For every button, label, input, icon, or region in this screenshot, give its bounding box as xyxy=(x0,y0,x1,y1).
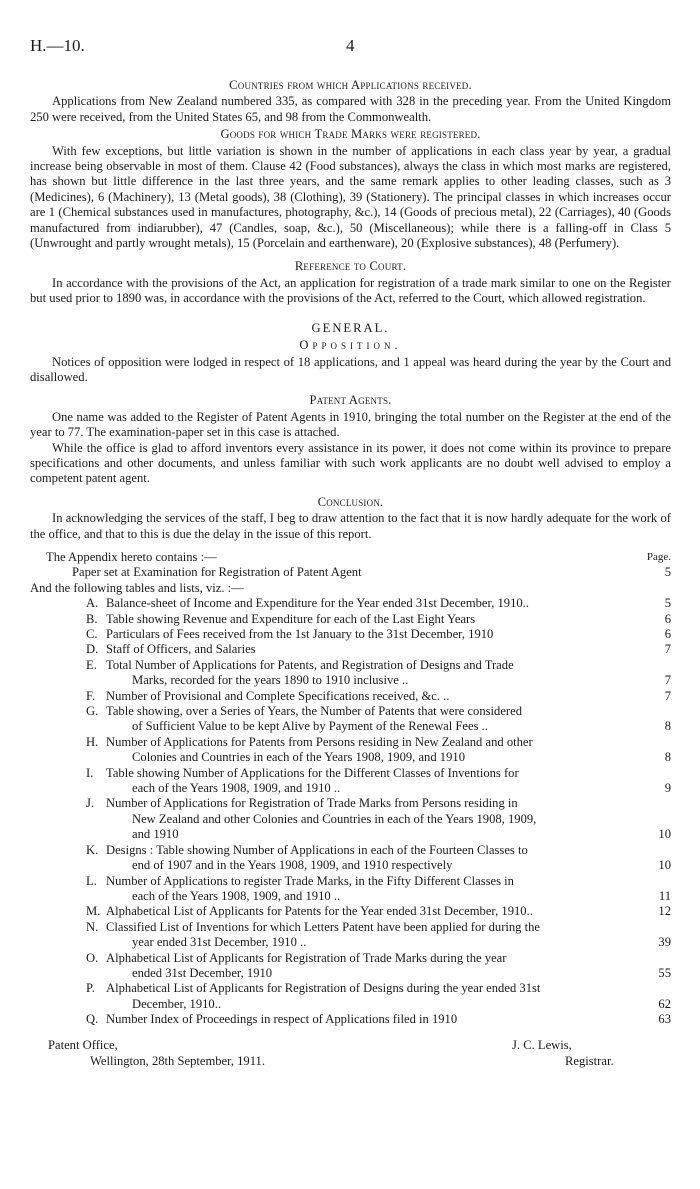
appendix-item xyxy=(86,596,671,611)
appendix-item xyxy=(86,704,671,735)
appendix-item-letter: H. xyxy=(86,734,99,749)
paragraph-countries: Applications from New Zealand numbered 335, as compared with 328 in the preceding year. From the United Kingdom 250 were received, from the United States 65, and 98 from the Commonwealth. xyxy=(30,94,671,124)
signature-office: Patent Office, xyxy=(48,1037,118,1052)
appendix-item-page: 7 xyxy=(664,673,671,688)
appendix-item-text: Designs : Table showing Number of Applications in each of the Fourteen Classes to xyxy=(106,842,528,857)
section-heading-goods: Goods for which Trade Marks were registered. xyxy=(220,127,481,142)
appendix-intro xyxy=(46,550,671,565)
appendix-item xyxy=(86,612,671,627)
paragraph-patent-agents-1: One name was added to the Register of Patent Agents in 1910, bringing the total number on the Register at the end of the year to 77. The examination-paper set in this case is attached. xyxy=(30,409,671,440)
section-heading-court: Reference to Court. xyxy=(294,259,407,274)
appendix-item-text: and 1910 xyxy=(132,827,179,842)
page-header xyxy=(30,38,670,62)
appendix-item-text: Marks, recorded for the years 1890 to 1910 inclusive .. xyxy=(132,673,409,688)
appendix-paper-row xyxy=(72,565,671,580)
appendix-item-page: 8 xyxy=(664,750,671,765)
appendix-item xyxy=(86,1012,671,1027)
appendix-item-letter: Q. xyxy=(86,1012,99,1027)
appendix-item xyxy=(86,766,671,797)
appendix-item-text: Table showing, over a Series of Years, the Number of Patents that were considered xyxy=(106,704,522,719)
appendix-item-page: 10 xyxy=(658,827,671,842)
appendix-item-text: Table showing Revenue and Expenditure for each of the Last Eight Years xyxy=(106,611,476,626)
appendix-item xyxy=(86,843,671,874)
appendix-item-text: Total Number of Applications for Patents, and Registration of Designs and Trade xyxy=(106,657,514,672)
appendix-item xyxy=(86,904,671,919)
appendix-item-page: 5 xyxy=(664,596,671,611)
paragraph-goods: With few exceptions, but little variation is shown in the number of applications in each class year by year, a gradual increase being observable in most of them. Clause 42 (Food substances), always the class in which most marks are registered, has shown but little difference in the last three years, and the same remark applies to other leading classes, such as 3 (Medicines), 6 (Machinery), 13 (Metal goods), 38 (Clothing), 39 (Stationery). The principal classes in which increases occur are 1 (Chemical substances used in manufactures, photography, &c.), 14 (Goods of precious metal), 22 (Carriages), 40 (Goods manufactured from indiarubber), 47 (Candles, soap, &c.), 50 (Miscellaneous); while there is a falling-off in Class 5 (Unwrought and partly wrought metals), 15 (Porcelain and earthenware), 20 (Explosive substances), 48 (Perfumery). xyxy=(30,143,671,251)
appendix-item-row xyxy=(106,966,671,981)
subheading-conclusion: Conclusion. xyxy=(317,494,384,509)
paragraph-conclusion: In acknowledging the services of the staff, I beg to draw attention to the fact that it is now hardly adequate for the work of the office, and that to this is due the delay in the issue of this report. xyxy=(30,511,671,541)
signature-block xyxy=(30,1038,671,1072)
appendix-item-page: 55 xyxy=(658,965,671,980)
paragraph-patent-agents-2: While the office is glad to afford inventors every assistance in its power, it does not come within its province to prepare specifications and other documents, and unless familiar with such work applicants are no doubt well advised to employ a competent patent agent. xyxy=(30,440,671,486)
appendix-item-text: Staff of Officers, and Salaries xyxy=(106,642,256,657)
signature-place-date: Wellington, 28th September, 1911. xyxy=(90,1053,266,1068)
appendix-item-letter: O. xyxy=(86,950,99,965)
appendix-item-text: each of the Years 1908, 1909, and 1910 .. xyxy=(132,781,341,796)
appendix-item-letter: B. xyxy=(86,611,98,626)
appendix-item-row xyxy=(106,627,671,642)
appendix-item-row xyxy=(106,596,671,611)
signature-role: Registrar. xyxy=(565,1053,614,1068)
appendix-paper-page: 5 xyxy=(664,565,671,580)
appendix-item-page: 39 xyxy=(658,935,671,950)
appendix-paper-text: Paper set at Examination for Registration of Patent Agent xyxy=(72,565,362,580)
section-heading-countries: Countries from which Applications received. xyxy=(229,78,472,92)
appendix-item-page: 63 xyxy=(658,1012,671,1027)
appendix-table-list xyxy=(30,596,671,1027)
appendix-item-text: Number of Applications for Registration of Trade Marks from Persons residing in xyxy=(106,796,518,811)
appendix-item-letter: C. xyxy=(86,627,98,641)
appendix-item-text: Alphabetical List of Applicants for Patents for the Year ended 31st December, 1910.. xyxy=(106,904,533,919)
appendix-item-page: 11 xyxy=(658,888,671,903)
report-reference: H.—10. xyxy=(30,36,85,55)
appendix-item-page: 12 xyxy=(658,904,671,919)
appendix-item-row xyxy=(106,642,671,657)
appendix-item-row xyxy=(106,612,671,627)
appendix-item xyxy=(86,951,671,982)
appendix-item xyxy=(86,874,671,905)
appendix-item-page: 10 xyxy=(658,858,671,873)
appendix-item-row xyxy=(106,935,671,950)
appendix-item-text: Alphabetical List of Applicants for Registration of Designs during the year ended 31st xyxy=(106,981,541,996)
appendix-item-letter: N. xyxy=(86,919,99,934)
appendix-item-text: December, 1910.. xyxy=(132,996,222,1011)
appendix-item xyxy=(86,658,671,689)
appendix-item-letter: K. xyxy=(86,842,99,857)
appendix-item-row xyxy=(106,1012,671,1027)
appendix-item-row xyxy=(106,781,671,796)
page-number: 4 xyxy=(346,36,355,55)
appendix-item-letter: F. xyxy=(86,688,96,703)
appendix-item-row xyxy=(106,673,671,688)
appendix-item-row xyxy=(106,858,671,873)
appendix-item xyxy=(86,627,671,642)
page-column-label: Page. xyxy=(646,550,671,563)
appendix-item-letter: J. xyxy=(86,796,95,811)
document-body xyxy=(30,76,671,1072)
appendix-item-row xyxy=(106,719,671,734)
subheading-patent-agents: Patent Agents. xyxy=(309,393,392,408)
appendix-item-text: of Sufficient Value to be kept Alive by Payment of the Renewal Fees .. xyxy=(132,719,488,734)
appendix-item-text: year ended 31st December, 1910 .. xyxy=(132,935,307,950)
appendix-item-row xyxy=(106,904,671,919)
appendix-item-row xyxy=(106,750,671,765)
appendix-item-page: 62 xyxy=(658,996,671,1011)
appendix-item-row xyxy=(106,997,671,1012)
appendix-item-text: New Zealand and other Colonies and Countries in each of the Years 1908, 1909, xyxy=(132,811,537,826)
appendix-item-letter: P. xyxy=(86,981,95,996)
appendix-item-page: 6 xyxy=(664,611,671,626)
appendix-item-page: 9 xyxy=(664,781,671,796)
subheading-opposition: Opposition. xyxy=(299,338,402,353)
appendix-item xyxy=(86,689,671,704)
appendix-item-text: end of 1907 and in the Years 1908, 1909, and 1910 respectively xyxy=(132,858,453,873)
appendix-item-text: Table showing Number of Applications for the Different Classes of Inventions for xyxy=(106,765,519,780)
appendix-item-text: Number of Provisional and Complete Specifications received, &c. .. xyxy=(106,688,450,703)
appendix-item-letter: I. xyxy=(86,765,94,780)
appendix-item-text: Particulars of Fees received from the 1st January to the 31st December, 1910 xyxy=(106,627,494,641)
appendix-item xyxy=(86,796,671,842)
appendix-intro-text: The Appendix hereto contains :— xyxy=(46,549,217,564)
appendix-item xyxy=(86,920,671,951)
appendix-item-letter: A. xyxy=(86,596,99,611)
signature-name: J. C. Lewis, xyxy=(512,1037,572,1052)
appendix-item-text: each of the Years 1908, 1909, and 1910 .. xyxy=(132,888,341,903)
appendix-item-text: Number of Applications to register Trade Marks, in the Fifty Different Classes in xyxy=(106,873,514,888)
appendix-tables-intro: And the following tables and lists, viz. :— xyxy=(30,580,244,595)
appendix-item-text: Alphabetical List of Applicants for Registration of Trade Marks during the year xyxy=(106,950,507,965)
appendix-item-page: 6 xyxy=(664,627,671,641)
appendix-item-row xyxy=(106,827,671,842)
appendix-item-text: Classified List of Inventions for which Letters Patent have been applied for during the xyxy=(106,919,541,934)
appendix-item-row xyxy=(106,689,671,704)
paragraph-opposition: Notices of opposition were lodged in respect of 18 applications, and 1 appeal was heard during the year by the Court and disallowed. xyxy=(30,354,671,384)
paragraph-court: In accordance with the provisions of the Act, an application for registration of a trade mark similar to one on the Register but used prior to 1890 was, in accordance with the provisions of the Act, referred to the Court, which allowed registration. xyxy=(30,275,671,306)
appendix-item-letter: D. xyxy=(86,642,99,657)
appendix-item-page: 7 xyxy=(664,642,671,657)
appendix-item-text: Number Index of Proceedings in respect of Applications filed in 1910 xyxy=(106,1012,458,1027)
appendix-item xyxy=(86,642,671,657)
appendix-item-letter: L. xyxy=(86,873,97,888)
appendix-item-text: Balance-sheet of Income and Expenditure for the Year ended 31st December, 1910.. xyxy=(106,596,529,611)
appendix-item-page: 7 xyxy=(664,688,671,703)
appendix-item-letter: E. xyxy=(86,657,97,672)
appendix-item-letter: G. xyxy=(86,704,99,719)
appendix-item-text: ended 31st December, 1910 xyxy=(132,965,273,980)
appendix-item-letter: M. xyxy=(86,904,101,919)
appendix-item xyxy=(86,981,671,1012)
appendix-item-page: 8 xyxy=(664,719,671,734)
appendix-item-row xyxy=(106,889,671,904)
appendix-item-text: Number of Applications for Patents from Persons residing in New Zealand and other xyxy=(106,734,533,749)
section-heading-general: GENERAL. xyxy=(311,320,390,335)
appendix-item xyxy=(86,735,671,766)
appendix-item-text: Colonies and Countries in each of the Years 1908, 1909, and 1910 xyxy=(132,750,465,765)
